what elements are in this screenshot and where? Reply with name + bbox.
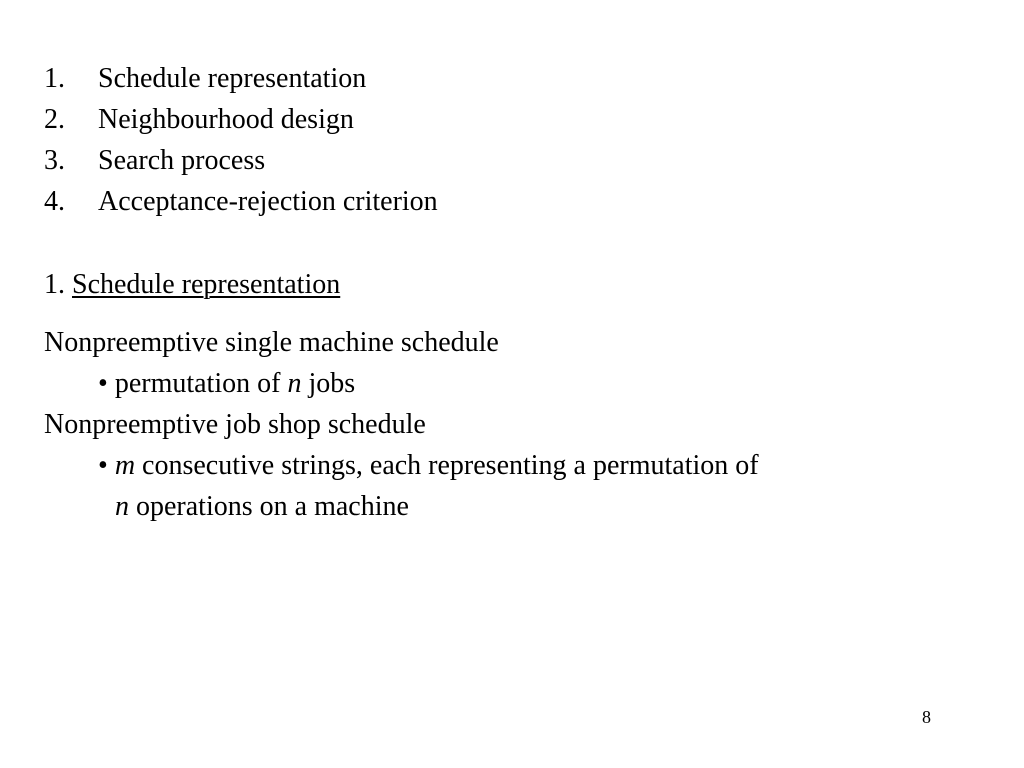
outline-item-number: 2. — [44, 104, 65, 135]
outline-item-label: Neighbourhood design — [98, 104, 354, 135]
single-machine-bullet — [44, 363, 944, 404]
single-machine-heading: Nonpreemptive single machine schedule — [44, 327, 499, 358]
outline-item-number: 3. — [44, 145, 65, 176]
outline-item-label: Acceptance-rejection criterion — [98, 186, 438, 217]
outline-item — [44, 140, 438, 181]
job-shop-heading: Nonpreemptive job shop schedule — [44, 409, 426, 440]
body-text — [44, 322, 944, 527]
bullet-marker: • — [98, 450, 108, 481]
outline-item — [44, 99, 438, 140]
outline-item-number: 4. — [44, 186, 65, 217]
bullet-text-suffix: jobs — [308, 368, 356, 399]
outline-item-number: 1. — [44, 63, 65, 94]
page-number: 8 — [922, 707, 931, 727]
variable-m: m — [114, 450, 136, 481]
job-shop-bullet-continuation — [44, 486, 944, 527]
outline-item — [44, 181, 438, 222]
section-heading — [44, 264, 340, 305]
variable-n: n — [287, 368, 302, 399]
bullet-marker: • — [98, 368, 108, 399]
outline-item — [44, 58, 438, 99]
outline-item-label: Search process — [98, 145, 266, 176]
section-number: 1. — [44, 269, 65, 300]
bullet-text: operations on a machine — [136, 491, 409, 522]
outline-item-label: Schedule representation — [98, 63, 367, 94]
outline-list — [44, 58, 438, 222]
section-title: Schedule representation — [72, 269, 341, 300]
bullet-text: consecutive strings, each representing a permutation of — [142, 450, 759, 481]
bullet-text-prefix: permutation of — [114, 368, 281, 399]
variable-n: n — [115, 491, 129, 522]
job-shop-bullet — [44, 445, 944, 486]
